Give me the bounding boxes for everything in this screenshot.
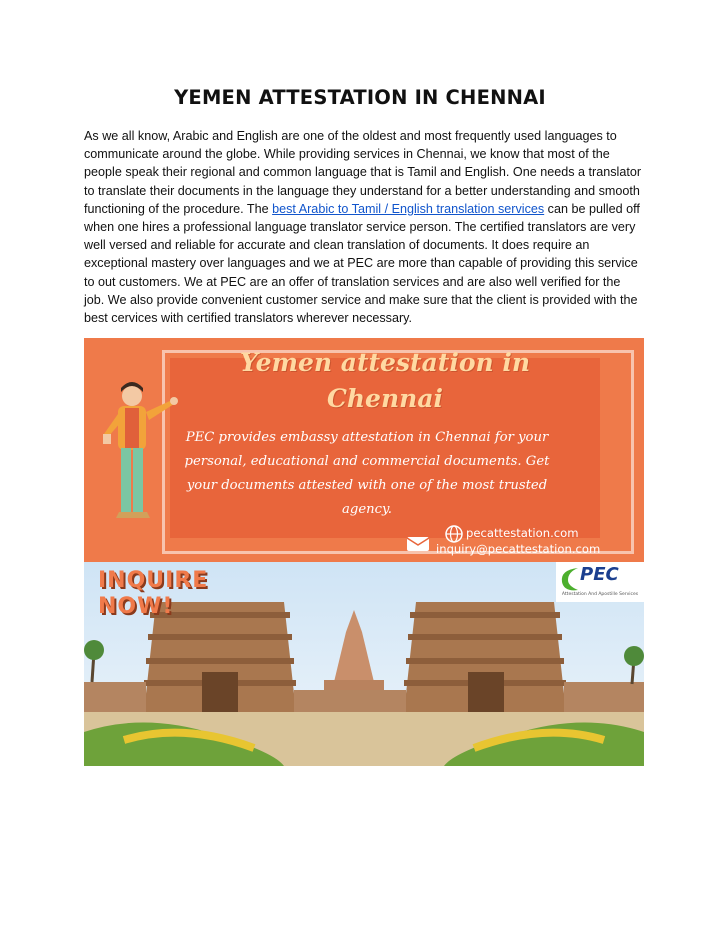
translation-services-link[interactable]: best Arabic to Tamil / English translation services (272, 201, 545, 216)
logo-text: PEC (580, 564, 619, 585)
paragraph-text-start: As we all know, Arabic and English are one of the oldest and most frequently used languages to communicate around the globe. While providing services in Chennai, we know that most of the people speak their regional and common language that is Tamil and English. One needs a translator to translate their documents in the language they understand for a better understanding and smooth functioning of the procedure. The (84, 129, 642, 216)
logo-swoosh-icon (558, 564, 582, 594)
banner-top-panel (84, 338, 644, 562)
banner-heading-line1: Yemen attestation in (239, 348, 531, 377)
body-paragraph (84, 127, 644, 327)
inquire-line2: NOW! (98, 594, 174, 619)
banner-heading-line2: Chennai (326, 384, 444, 413)
pec-logo (556, 562, 644, 602)
email-text: inquiry@pecattestation.com (436, 542, 601, 556)
inquire-now-text (98, 568, 218, 620)
globe-icon (444, 524, 464, 544)
temple-photo (84, 562, 644, 766)
page-title: YEMEN ATTESTATION IN CHENNAI (174, 86, 546, 109)
promo-banner-image (84, 338, 644, 766)
website-text: pecattestation.com (466, 526, 579, 540)
inquire-line1: INQUIRE (98, 568, 209, 593)
logo-subtitle: Attestation And Apostille Services (561, 592, 639, 597)
paragraph-text-end: can be pulled off when one hires a professional language translator service person. The certified translators are very well versed and reliable for accurate and clean translation of documents. It does require an exceptional mastery over languages and we at PEC are more than capable of providing this service to out customers. We at PEC are an offer of translation services and are also well verified for the job. We also provide convenient customer service and make sure that the client is provided with the best cervices with certified translators wherever necessary. (84, 201, 640, 326)
mail-icon (406, 536, 430, 552)
banner-description: PEC provides embassy attestation in Chennai for your personal, educational and commercial documents. Get your documents attested with one of the most trusted agency. (184, 430, 550, 517)
